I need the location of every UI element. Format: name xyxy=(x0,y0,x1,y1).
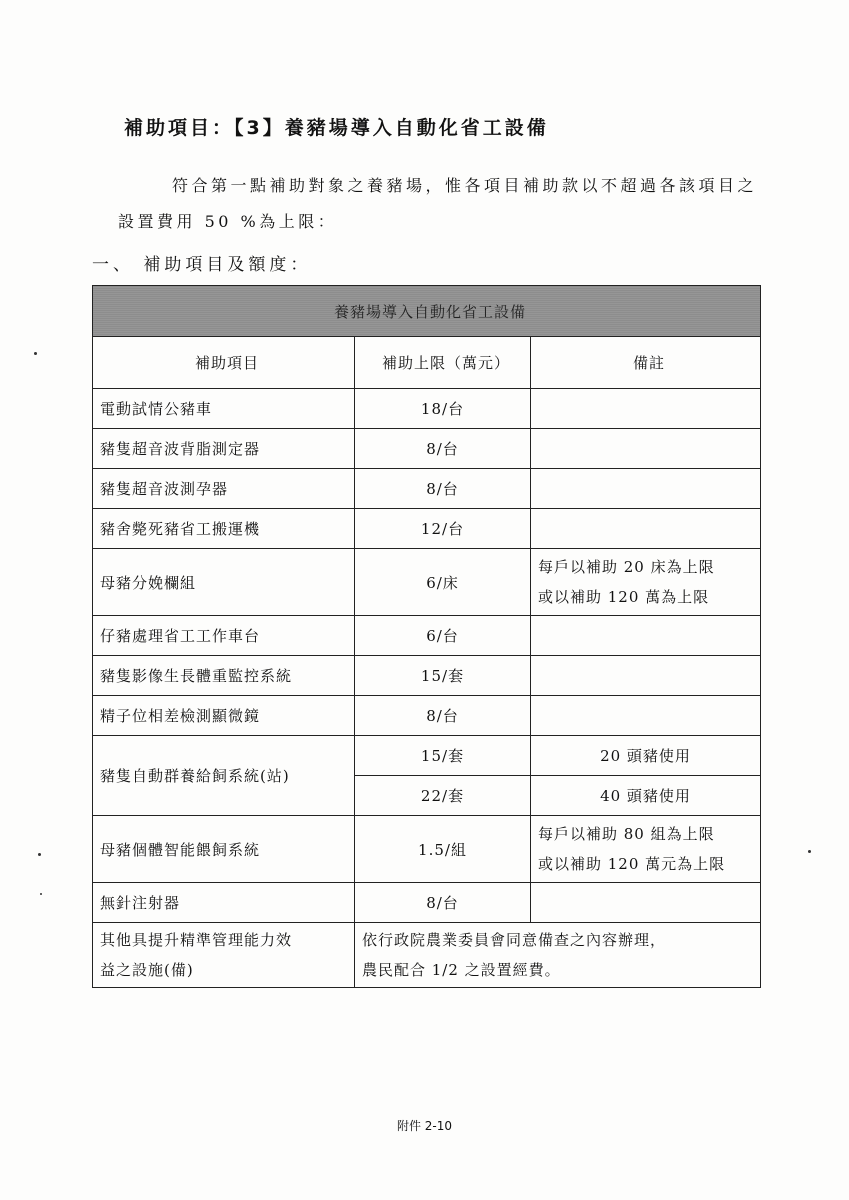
limit-cell: 8/台 xyxy=(355,696,531,736)
note-cell xyxy=(531,469,761,509)
section-heading: 一、 補助項目及額度： xyxy=(92,255,312,275)
item-cell: 豬隻超音波測孕器 xyxy=(93,469,355,509)
item-cell: 電動試情公豬車 xyxy=(93,389,355,429)
item-cell: 豬隻影像生長體重監控系統 xyxy=(93,656,355,696)
note-line: 每戶以補助 80 組為上限 xyxy=(538,825,715,843)
note-line: 農民配合 1/2 之設置經費。 xyxy=(362,961,561,979)
item-cell xyxy=(93,923,355,988)
note-cell xyxy=(531,509,761,549)
header-item: 補助項目 xyxy=(93,337,355,389)
note-cell xyxy=(531,616,761,656)
limit-cell: 8/台 xyxy=(355,429,531,469)
scan-speck xyxy=(38,853,41,856)
limit-cell: 15/套 xyxy=(355,656,531,696)
subsidy-table xyxy=(92,285,761,988)
table-row xyxy=(93,509,761,549)
table-row xyxy=(93,656,761,696)
note-cell xyxy=(531,816,761,883)
scan-speck xyxy=(40,893,42,895)
item-cell: 豬舍斃死豬省工搬運機 xyxy=(93,509,355,549)
note-line: 或以補助 120 萬為上限 xyxy=(538,588,710,606)
limit-cell: 8/台 xyxy=(355,469,531,509)
item-cell: 豬隻自動群養給飼系統(站) xyxy=(93,736,355,816)
table-row xyxy=(93,469,761,509)
table-caption: 養豬場導入自動化省工設備 xyxy=(93,286,761,337)
table-row xyxy=(93,549,761,616)
item-cell: 無針注射器 xyxy=(93,883,355,923)
limit-cell: 1.5/組 xyxy=(355,816,531,883)
table-row xyxy=(93,696,761,736)
header-note: 備註 xyxy=(531,337,761,389)
limit-cell: 6/床 xyxy=(355,549,531,616)
item-cell: 豬隻超音波背脂測定器 xyxy=(93,429,355,469)
note-line: 每戶以補助 20 床為上限 xyxy=(538,558,715,576)
table-row xyxy=(93,816,761,883)
intro-paragraph: 符合第一點補助對象之養豬場，惟各項目補助款以不超過各該項目之設置費用 50 %為上限： xyxy=(118,176,758,231)
limit-cell: 6/台 xyxy=(355,616,531,656)
limit-cell: 12/台 xyxy=(355,509,531,549)
table-row xyxy=(93,389,761,429)
note-cell xyxy=(531,696,761,736)
table-row xyxy=(93,429,761,469)
scan-speck xyxy=(34,352,37,355)
page-footer: 附件 2-10 xyxy=(396,1119,453,1133)
merged-note-cell xyxy=(355,923,761,988)
table-row xyxy=(93,736,761,776)
limit-cell: 22/套 xyxy=(355,776,531,816)
page-title: 補助項目：【3】養豬場導入自動化省工設備 xyxy=(124,117,549,139)
item-cell: 仔豬處理省工工作車台 xyxy=(93,616,355,656)
note-cell xyxy=(531,389,761,429)
item-line: 其他具提升精準管理能力效 xyxy=(100,931,293,949)
item-cell: 精子位相差檢測顯微鏡 xyxy=(93,696,355,736)
note-cell xyxy=(531,549,761,616)
table-row xyxy=(93,883,761,923)
note-cell xyxy=(531,656,761,696)
scan-speck xyxy=(808,850,811,853)
note-line: 或以補助 120 萬元為上限 xyxy=(538,855,726,873)
limit-cell: 8/台 xyxy=(355,883,531,923)
note-line: 依行政院農業委員會同意備查之內容辦理， xyxy=(362,931,667,949)
item-cell: 母豬分娩欄組 xyxy=(93,549,355,616)
note-cell: 20 頭豬使用 xyxy=(531,736,761,776)
note-cell: 40 頭豬使用 xyxy=(531,776,761,816)
item-line: 益之設施(備) xyxy=(100,961,194,979)
note-cell xyxy=(531,883,761,923)
limit-cell: 18/台 xyxy=(355,389,531,429)
note-cell xyxy=(531,429,761,469)
header-limit: 補助上限（萬元） xyxy=(355,337,531,389)
table-row xyxy=(93,616,761,656)
table-row xyxy=(93,923,761,988)
item-cell: 母豬個體智能餵飼系統 xyxy=(93,816,355,883)
limit-cell: 15/套 xyxy=(355,736,531,776)
